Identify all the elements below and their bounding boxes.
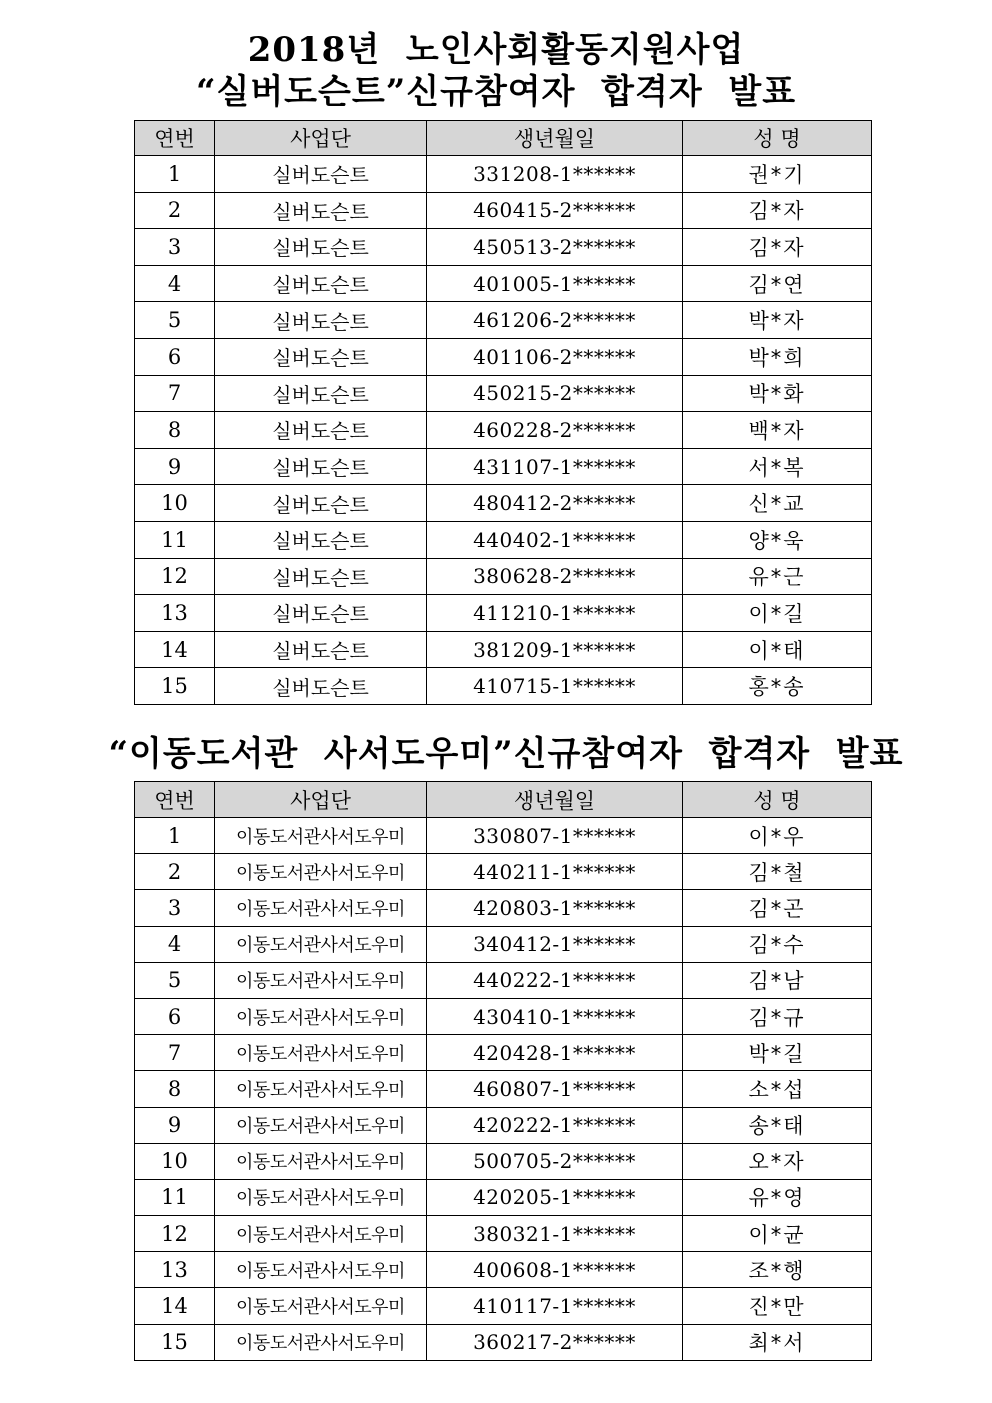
header-name: 성 명 [683,121,872,156]
row-name: 오*자 [683,1143,872,1179]
row-birthdate: 450215-2****** [427,375,683,412]
row-birthdate: 500705-2****** [427,1143,683,1179]
table-row [135,448,872,485]
row-birthdate: 401106-2****** [427,338,683,375]
row-program: 실버도슨트 [215,521,427,558]
row-name: 김*철 [683,854,872,890]
table-row [135,485,872,522]
table-row [135,1071,872,1107]
header-birthdate: 생년월일 [427,782,683,818]
row-birthdate: 401005-1****** [427,265,683,302]
row-number: 2 [135,192,215,229]
row-program: 실버도슨트 [215,412,427,449]
silver-docent-results-table [134,120,872,705]
row-program: 실버도슨트 [215,265,427,302]
row-name: 김*규 [683,998,872,1034]
row-program: 이동도서관사서도우미 [215,1107,427,1143]
row-birthdate: 420222-1****** [427,1107,683,1143]
row-program: 실버도슨트 [215,558,427,595]
table-row [135,890,872,926]
row-name: 김*남 [683,962,872,998]
row-birthdate: 340412-1****** [427,926,683,962]
row-number: 1 [135,818,215,854]
table-row [135,521,872,558]
row-number: 11 [135,521,215,558]
row-number: 3 [135,229,215,266]
row-birthdate: 420428-1****** [427,1035,683,1071]
row-name: 이*균 [683,1216,872,1252]
row-name: 이*길 [683,595,872,632]
row-birthdate: 440211-1****** [427,854,683,890]
row-program: 이동도서관사서도우미 [215,854,427,890]
section-title-library-helper: “이동도서관 사서도우미”신규참여자 합격자 발표 [108,734,904,774]
row-birthdate: 360217-2****** [427,1324,683,1360]
row-name: 김*자 [683,229,872,266]
row-program: 실버도슨트 [215,595,427,632]
row-program: 이동도서관사서도우미 [215,818,427,854]
row-name: 이*우 [683,818,872,854]
row-birthdate: 380321-1****** [427,1216,683,1252]
table-row [135,338,872,375]
row-number: 4 [135,926,215,962]
row-birthdate: 440402-1****** [427,521,683,558]
row-program: 실버도슨트 [215,485,427,522]
row-birthdate: 431107-1****** [427,448,683,485]
row-program: 이동도서관사서도우미 [215,1143,427,1179]
row-name: 신*교 [683,485,872,522]
row-number: 8 [135,412,215,449]
row-number: 7 [135,1035,215,1071]
table-row [135,926,872,962]
table-row [135,1216,872,1252]
row-name: 김*곤 [683,890,872,926]
row-name: 김*연 [683,265,872,302]
row-number: 10 [135,1143,215,1179]
header-program: 사업단 [215,121,427,156]
row-number: 11 [135,1179,215,1215]
row-name: 조*행 [683,1252,872,1288]
row-program: 실버도슨트 [215,448,427,485]
row-name: 서*복 [683,448,872,485]
table-row [135,1143,872,1179]
row-number: 1 [135,156,215,193]
row-number: 13 [135,1252,215,1288]
row-name: 박*자 [683,302,872,339]
row-birthdate: 440222-1****** [427,962,683,998]
row-program: 실버도슨트 [215,631,427,668]
table-header-row [135,121,872,156]
row-birthdate: 460415-2****** [427,192,683,229]
row-name: 박*길 [683,1035,872,1071]
row-name: 소*섭 [683,1071,872,1107]
row-program: 실버도슨트 [215,302,427,339]
table-row [135,595,872,632]
table-row [135,668,872,705]
row-name: 유*근 [683,558,872,595]
header-number: 연번 [135,782,215,818]
row-birthdate: 410117-1****** [427,1288,683,1324]
table-row [135,1252,872,1288]
row-number: 5 [135,962,215,998]
row-name: 홍*송 [683,668,872,705]
row-program: 실버도슨트 [215,668,427,705]
row-name: 진*만 [683,1288,872,1324]
table-row [135,156,872,193]
library-helper-results-table [134,781,872,1361]
row-number: 4 [135,265,215,302]
row-program: 이동도서관사서도우미 [215,1252,427,1288]
table-row [135,998,872,1034]
row-program: 이동도서관사서도우미 [215,962,427,998]
document-subtitle: “실버도슨트”신규참여자 합격자 발표 [195,72,797,112]
table-row [135,558,872,595]
row-number: 2 [135,854,215,890]
table-row [135,302,872,339]
row-birthdate: 420205-1****** [427,1179,683,1215]
row-program: 실버도슨트 [215,375,427,412]
table-row [135,1324,872,1360]
row-name: 박*화 [683,375,872,412]
row-birthdate: 410715-1****** [427,668,683,705]
row-birthdate: 420803-1****** [427,890,683,926]
row-birthdate: 411210-1****** [427,595,683,632]
row-number: 14 [135,631,215,668]
document-title: 2018년 노인사회활동지원사업 [247,30,745,70]
row-program: 실버도슨트 [215,338,427,375]
row-birthdate: 480412-2****** [427,485,683,522]
table-row [135,229,872,266]
table-row [135,854,872,890]
table-row [135,818,872,854]
header-name: 성 명 [683,782,872,818]
row-name: 김*수 [683,926,872,962]
row-name: 김*자 [683,192,872,229]
row-number: 7 [135,375,215,412]
row-birthdate: 331208-1****** [427,156,683,193]
row-birthdate: 400608-1****** [427,1252,683,1288]
row-program: 이동도서관사서도우미 [215,1179,427,1215]
row-birthdate: 330807-1****** [427,818,683,854]
row-program: 실버도슨트 [215,156,427,193]
row-number: 12 [135,558,215,595]
table-header-row [135,782,872,818]
row-name: 권*기 [683,156,872,193]
row-program: 이동도서관사서도우미 [215,1216,427,1252]
row-number: 10 [135,485,215,522]
row-program: 이동도서관사서도우미 [215,998,427,1034]
row-program: 실버도슨트 [215,192,427,229]
table-row [135,1035,872,1071]
row-number: 8 [135,1071,215,1107]
row-number: 6 [135,998,215,1034]
row-birthdate: 430410-1****** [427,998,683,1034]
row-number: 9 [135,448,215,485]
table-row [135,1288,872,1324]
table-row [135,962,872,998]
row-program: 이동도서관사서도우미 [215,926,427,962]
row-name: 박*희 [683,338,872,375]
row-name: 송*태 [683,1107,872,1143]
row-birthdate: 450513-2****** [427,229,683,266]
table-row [135,1179,872,1215]
row-program: 이동도서관사서도우미 [215,1035,427,1071]
row-birthdate: 460807-1****** [427,1071,683,1107]
row-number: 5 [135,302,215,339]
row-number: 15 [135,668,215,705]
row-program: 이동도서관사서도우미 [215,890,427,926]
table-row [135,375,872,412]
row-name: 유*영 [683,1179,872,1215]
table-row [135,412,872,449]
row-program: 이동도서관사서도우미 [215,1288,427,1324]
row-number: 14 [135,1288,215,1324]
row-number: 13 [135,595,215,632]
row-name: 이*태 [683,631,872,668]
header-program: 사업단 [215,782,427,818]
table-row [135,1107,872,1143]
row-birthdate: 460228-2****** [427,412,683,449]
table-row [135,192,872,229]
table-row [135,265,872,302]
row-name: 최*서 [683,1324,872,1360]
row-number: 12 [135,1216,215,1252]
row-number: 6 [135,338,215,375]
row-program: 실버도슨트 [215,229,427,266]
table-row [135,631,872,668]
header-number: 연번 [135,121,215,156]
row-birthdate: 380628-2****** [427,558,683,595]
row-program: 이동도서관사서도우미 [215,1324,427,1360]
row-number: 15 [135,1324,215,1360]
row-birthdate: 461206-2****** [427,302,683,339]
row-number: 9 [135,1107,215,1143]
header-birthdate: 생년월일 [427,121,683,156]
row-birthdate: 381209-1****** [427,631,683,668]
row-program: 이동도서관사서도우미 [215,1071,427,1107]
row-name: 백*자 [683,412,872,449]
row-name: 양*욱 [683,521,872,558]
row-number: 3 [135,890,215,926]
